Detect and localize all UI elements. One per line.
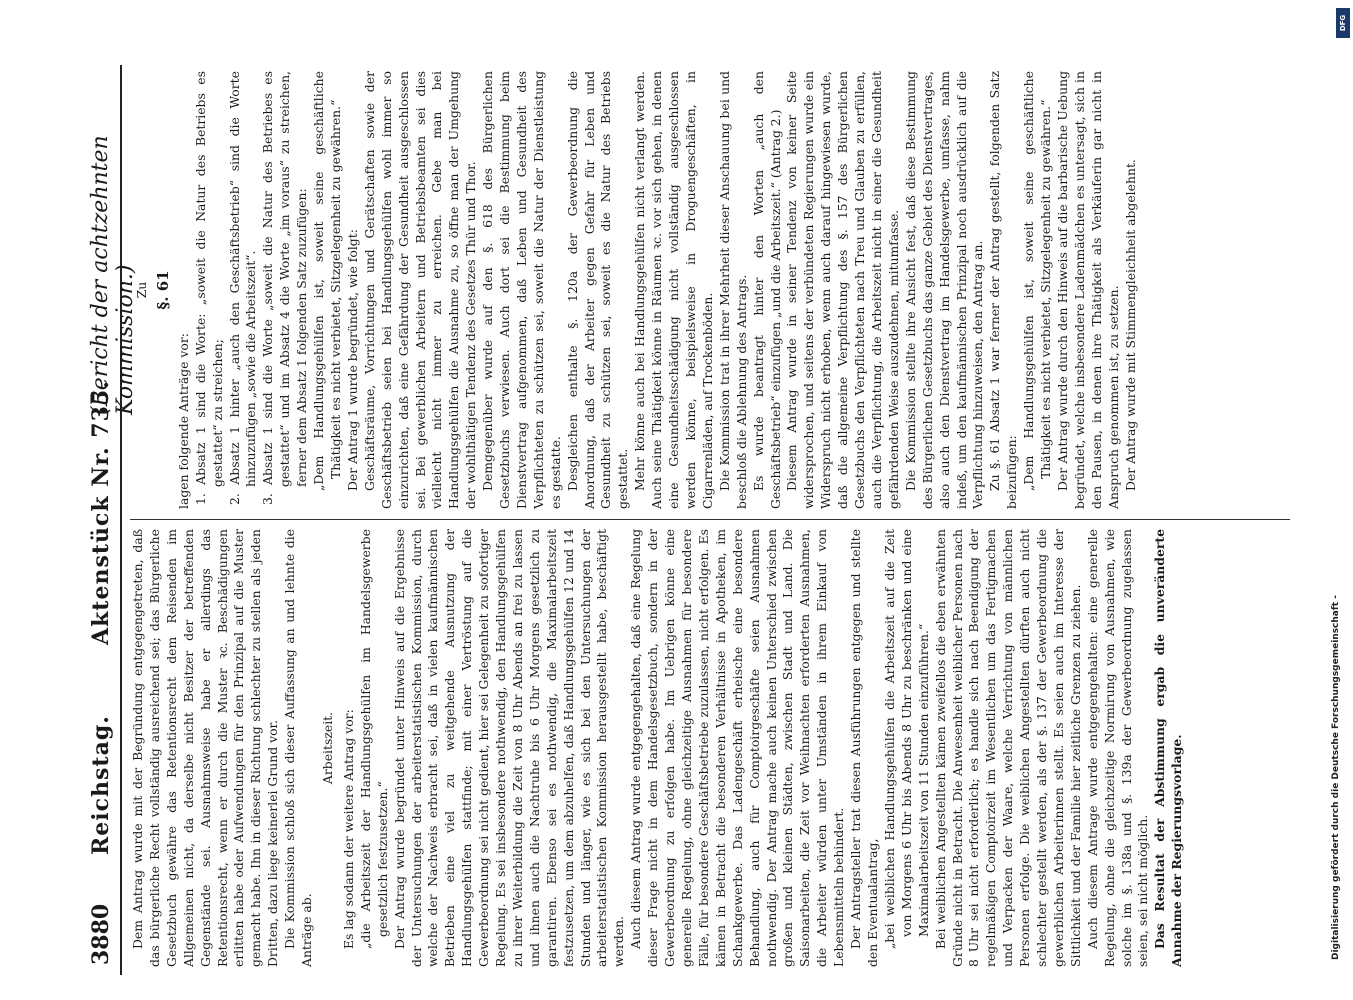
column-divider xyxy=(130,519,1290,520)
paragraph: Auch diesem Antrage wurde entgegengehalten: eine generelle Regelung, ohne die gleichzeitige Normirung von Ausnahmen, wie solche im §. 138a und §. 139a der Gewerbeordnung zugelassen seien, sei nicht möglich. xyxy=(1084,529,1151,967)
paragraph: Mehr könne auch bei Handlungsgehülfen nicht verlangt werden. Auch seine Thätigkeit könne in Räumen ꝛc. vor sich gehen, in denen eine Gesundheitsschädigung nicht vollständig ausgeschlossen werden könne, beispielsweise in Droguengeschäften, in Cigarrenläden, auf Trockenböden. xyxy=(632,71,715,509)
motion-item-2: 2. Absatz 1 hinter „auch den Geschäftsbetrieb“ sind die Worte hinzuzufügen „sowie die Arbeitszeit“. xyxy=(226,71,259,505)
paragraph: Diesem Antrag wurde in seiner Tendenz von keiner Seite widersprochen, und seitens der verbündeten Regierungen wurde ein Widerspruch nicht erhoben, wenn auch darauf hingewiesen wurde, daß die allgemeine Verpflichtung des §. 157 des Bürgerlichen Gesetzbuchs den Verpflichteten nach Treu und Glauben zu erfüllen, auch die Verpflichtung, die Arbeitszeit nicht in einer die Gesundheit gefährdenden Weise auszudehnen, mitumfasse. xyxy=(784,71,901,509)
paragraph: Geschäftsräume, Vorrichtungen und Gerätschaften sowie der Geschäftsbetrieb seien bei Handlungsgehülfen wohl immer so einzurichten, daß eine Gefährdung der Gesundheit ausgeschlossen sei. Bei gewerblichen Arbeitern und Betriebsbeamten sei dies vielleicht nicht immer zu erreichen. Gebe man bei Handlungsgehülfen die Ausnahme zu, so öffne man der Umgehung der wohlthätigen Tendenz des Gesetzes Thür und Thor. xyxy=(361,71,479,509)
paragraph: Der Antrag 1 wurde begründet, wie folgt: xyxy=(344,229,360,491)
digitization-note: Digitalisierung gefördert durch die Deutsche Forschungsgemeinschaft - xyxy=(1331,595,1341,960)
paragraph: Dem Antrag wurde mit der Begründung entgegengetreten, daß das bürgerliche Recht vollständig ausreichend sei; das Bürgerliche Gesetzbuch gewähre das Retentionsrecht dem Reisenden im Allgemeinen nicht, da derselbe nicht Besitzer der betreffenden Gegenstände sei. Ausnahmsweise habe er allerdings das Retentionsrecht, wenn er durch die Muster ꝛc. Beschädigungen erlitten habe oder Aufwendungen für den Prinzipal auf die Muster gemacht habe. Ihn in dieser Richtung schlechter zu stellen als jeden Dritten, dazu liege keinerlei Grund vor. xyxy=(130,529,281,967)
paragraph: Die Kommission schloß sich dieser Auffassung an und lehnte die Anträge ab. xyxy=(282,529,315,967)
paragraph: Bei weiblichen Angestellten kämen zweifellos die eben erwähnten Gründe nicht in Betracht. Die Anwesenheit weiblicher Personen nach 8 Uhr sei nicht erforderlich; es handle sich nach Beendigung der regelmäßigen Comptoirzeit im Wesentlichen um das Fertigmachen und Verpacken der Waare, welche Verrichtung von männlichen Personen erfolge. Die weiblichen Angestellten dürften auch nicht schlechter gestellt werden, als der §. 137 der Gewerbeordnung die gewerblichen Arbeiterinnen stellt. Es seien auch im Interesse der Sittlichkeit und der Familie hier zeitliche Grenzen zu ziehen. xyxy=(932,529,1083,967)
motion-item-1: 1. Absatz 1 sind die Worte: „soweit die Natur des Betriebs es gestattet“ zu streichen; xyxy=(192,71,225,505)
paragraph: Auch diesem Antrag wurde entgegengehalten, daß eine Regelung dieser Frage nicht in dem Handelsgesetzbuch, sondern in der Gewerbeordnung zu erfolgen habe. Im Uebrigen könne eine generelle Regelung, ohne gleichzeitige Ausnahmen für besondere Fälle, für besondere Geschäftsbetriebe zuzulassen, nicht erfolgen. Es kämen in Betracht die besonderen Verhältnisse in Apotheken, im Schankgewerbe. Das Ladengeschäft erheische eine besondere Behandlung, auch für Comptoirgeschäfte seien Ausnahmen nothwendig. Der Antrag mache auch keinen Unterschied zwischen großen und kleinen Städten, zwischen Stadt und Land. Die Saisonarbeiten, die Zeit vor Weihnachten erforderten Ausnahmen, die Arbeiter würden unter Umständen in ihrem Einkauf von Lebensmitteln behindert. xyxy=(628,529,847,967)
paragraph-result: Das Resultat der Abstimmung ergab die unveränderte Annahme der Regierungsvorlage. xyxy=(1152,529,1185,967)
motion-quote: „bei weiblichen Handlungsgehülfen die Arbeitszeit auf die Zeit von Morgens 6 Uhr bis Abends 8 Uhr zu beschränken und eine Maximalarbeitszeit von 11 Stunden einzuführen.“ xyxy=(881,529,931,949)
paragraph: lagen folgende Anträge vor: xyxy=(175,333,191,509)
paragraph: Es wurde beantragt hinter den Worten „auch den Geschäftsbetrieb“ einzufügen „und die Arbeitszeit.“ (Antrag 2.) xyxy=(750,71,783,509)
paragraph: Der Antrag wurde begründet unter Hinweis auf die Ergebnisse der Untersuchungen der arbeiterstatistischen Kommission, durch welche der Nachweis erbracht sei, daß in vielen kaufmännischen Betrieben eine viel zu weitgehende Ausnutzung der Handlungsgehülfen stattfinde; mit einer Vertröstung auf die Gewerbeordnung sei nicht gedient, hier sei Gelegenheit zu sofortiger Regelung. Es sei insbesondere nothwendig, den Handlungsgehülfen zu ihrer Weiterbildung die Zeit von 8 Uhr Abends an frei zu lassen und ihnen auch die Nachtruhe bis 6 Uhr Morgens gesetzlich zu garantiren. Ebenso sei es nothwendig, die Maximalarbeitszeit festzusetzen, um dem abzuhelfen, daß Handlungsgehülfen 12 und 14 Stunden und länger, wie es sich bei den Untersuchungen der arbeiterstatistischen Kommission herausgestellt habe, beschäftigt werden. xyxy=(391,529,627,967)
rotated-document-page xyxy=(82,65,1302,975)
left-column xyxy=(130,529,1290,967)
paragraph: Der Antragsteller trat diesen Ausführungen entgegen und stellte den Eventualantrag, xyxy=(848,529,880,967)
paragraph: Der Antrag wurde mit Stimmengleichheit abgelehnt. xyxy=(1122,159,1138,491)
paragraph: Es lag sodann der weitere Antrag vor: xyxy=(340,709,356,949)
header-bericht: (Bericht der achtzehnten Kommission.) xyxy=(88,135,138,415)
section-title-para-61: §. 61 xyxy=(153,270,172,310)
motion-quote: „Dem Handlungsgehülfen ist, soweit seine geschäftliche Thätigkeit es nicht verbietet, Sitzgelegenheit zu gewähren.“ xyxy=(311,71,343,491)
paragraph: Zu §. 61 Absatz 1 war ferner der Antrag gestellt, folgenden Satz beizufügen: xyxy=(987,71,1020,509)
header-reichstag: Reichstag. xyxy=(88,715,114,855)
page-header xyxy=(82,65,138,975)
motion-quote: „die Arbeitszeit der Handlungsgehülfen im Handelsgewerbe gesetzlich festzusetzen.“ xyxy=(357,529,390,949)
paragraph: Die Kommission stellte ihre Ansicht fest, daß diese Bestimmung des Bürgerlichen Gesetzbuchs das ganze Gebiet des Dienstvertrages, also auch den Dienstvertrag im Handelsgewerbe, umfasse, nahm indeß, um den kaufmännischen Prinzipal noch ausdrücklich auf die Verpflichtung hinzuweisen, den Antrag an. xyxy=(902,71,986,509)
right-column xyxy=(130,71,1290,509)
dfg-logo-text: DFG xyxy=(1339,14,1347,32)
motion-item-3: 3. Absatz 1 sind die Worte „soweit die Natur des Betriebes es gestattet“ und im Absatz 4 die Worte „im voraus“ zu streichen, ferner dem Absatz 1 folgenden Satz zuzufügen: xyxy=(260,71,310,505)
section-heading-arbeitszeit: Arbeitszeit. xyxy=(319,711,335,785)
paragraph: Demgegenüber wurde auf den §. 618 des Bürgerlichen Gesetzbuchs verwiesen. Auch dort sei die Bestimmung beim Dienstvertrag aufgenommen, daß Leben und Gesundheit des Verpflichteten zu schützen sei, soweit die Natur der Dienstleistung es gestatte. xyxy=(480,71,563,509)
section-intro: Zu xyxy=(134,281,149,299)
header-aktenstueck: Aktenstück Nr. 735. xyxy=(88,380,114,645)
motion-quote: „Dem Handlungsgehülfen ist, soweit seine geschäftliche Thätigkeit es nicht verbietet, Sitzgelegenheit zu gewähren.“ xyxy=(1021,71,1054,491)
page-number: 3880 xyxy=(88,903,114,965)
paragraph: Die Kommission trat in ihrer Mehrheit dieser Anschauung bei und beschloß die Ablehnung des Antrags. xyxy=(716,71,749,509)
paragraph: Der Antrag wurde durch den Hinweis auf die barbarische Uebung begründet, welche insbesondere Ladenmädchen es untersagt, sich in den Pausen, in denen ihre Thätigkeit als Verkäuferin gar nicht in Anspruch genommen ist, zu setzen. xyxy=(1054,71,1121,509)
dfg-logo xyxy=(1336,8,1350,38)
paragraph: Desgleichen enthalte §. 120a der Gewerbeordnung die Anordnung, daß der Arbeiter gegen Gefahr für Leben und Gesundheit zu schützen sei, soweit es die Natur des Betriebs gestattet. xyxy=(564,71,631,509)
